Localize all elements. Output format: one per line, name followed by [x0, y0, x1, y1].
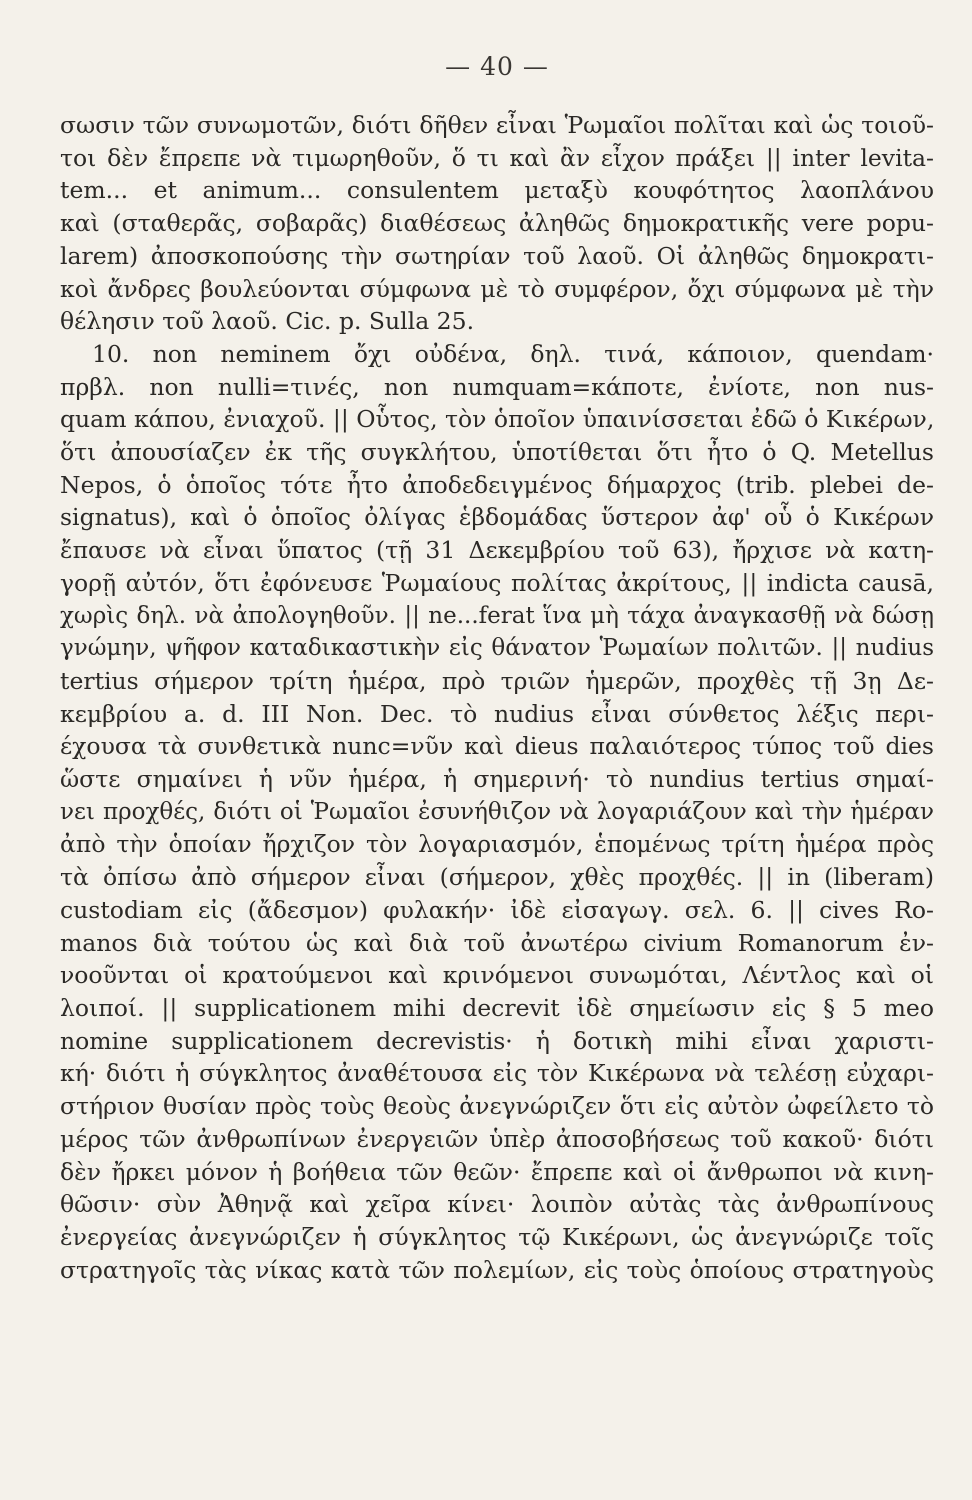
text-line: μέρος τῶν ἀνθρωπίνων ἐνεργειῶν ὑπὲρ ἀποσοβήσεως τοῦ κακοῦ· διότι	[60, 1124, 934, 1153]
text-line: στρατηγοῖς τὰς νίκας κατὰ τῶν πολεμίων, εἰς τοὺς ὁποίους στρατηγοὺς	[60, 1255, 934, 1284]
text-line: quam κάπου, ἐνιαχοῦ. || Οὗτος, τὸν ὁποῖον ὑπαινίσσεται ἐδῶ ὁ Κικέρων,	[60, 405, 934, 434]
text-line: 10. non neminem ὄχι οὐδένα, δηλ. τινά, κάποιον, quendam·	[92, 339, 934, 368]
text-line: tertius σήμερον τρίτη ἡμέρα, πρὸ τριῶν ἡμερῶν, προχθὲς τῇ 3ῃ Δε-	[60, 666, 934, 695]
text-line: manos διὰ τούτου ὡς καὶ διὰ τοῦ ἀνωτέρω civium Romanorum ἐν-	[60, 928, 934, 957]
text-line: σωσιν τῶν συνωμοτῶν, διότι δῆθεν εἶναι Ῥωμαῖοι πολῖται καὶ ὡς τοιοῦ-	[60, 111, 934, 139]
text-line: γορῇ αὐτόν, ὅτι ἐφόνευσε Ῥωμαίους πολίτας ἀκρίτους, || indicta causā,	[60, 568, 934, 597]
text-line: tem... et animum... consulentem μεταξὺ κουφότητος λαοπλάνου	[60, 176, 934, 205]
text-line: θέλησιν τοῦ λαοῦ. Cic. p. Sulla 25.	[60, 307, 475, 336]
text-line: πρβλ. non nulli=τινές, non numquam=κάποτε, ἐνίοτε, non nus-	[60, 372, 934, 401]
text-line: ἔπαυσε νὰ εἶναι ὕπατος (τῇ 31 Δεκεμβρίου τοῦ 63), ἤρχισε νὰ κατη-	[60, 536, 934, 565]
text-line: καὶ (σταθερᾶς, σοβαρᾶς) διαθέσεως ἀληθῶς δημοκρατικῆς vere popu-	[60, 209, 934, 238]
text-line: θῶσιν· σὺν Ἀθηνᾷ καὶ χεῖρα κίνει· λοιπὸν αὐτὰς τὰς ἀνθρωπίνους	[60, 1190, 934, 1219]
text-line: ὥστε σημαίνει ἡ νῦν ἡμέρα, ἡ σημερινή· τὸ nundius tertius σημαί-	[60, 765, 934, 794]
text-line: custodiam εἰς (ἄδεσμον) φυλακήν· ἰδὲ εἰσαγωγ. σελ. 6. || cives Ro-	[60, 895, 934, 924]
text-line: ἐνεργείας ἀνεγνώριζεν ἡ σύγκλητος τῷ Κικέρωνι, ὡς ἀνεγνώριζε τοῖς	[60, 1222, 934, 1251]
text-line: στήριον θυσίαν πρὸς τοὺς θεοὺς ἀνεγνώριζεν ὅτι εἰς αὐτὸν ὠφείλετο τὸ	[60, 1092, 934, 1121]
text-line: signatus), καὶ ὁ ὁποῖος ὀλίγας ἑβδομάδας ὕστερον ἀφ' οὗ ὁ Κικέρων	[60, 503, 934, 532]
text-line: έχουσα τὰ συνθετικὰ nunc=νῦν καὶ dieus παλαιότερος τύπος τοῦ dies	[60, 732, 934, 761]
commentary-text	[60, 109, 934, 1286]
text-line: νοοῦνται οἱ κρατούμενοι καὶ κρινόμενοι συνωμόται, Λέντλος καὶ οἱ	[60, 961, 934, 990]
text-line: τοι δὲν ἔπρεπε νὰ τιμωρηθοῦν, ὅ τι καὶ ἂν εἶχον πράξει || inter levita-	[60, 143, 934, 172]
text-line: νει προχθές, διότι οἱ Ῥωμαῖοι ἐσυνήθιζον νὰ λογαριάζουν καὶ τὴν ἡμέραν	[60, 798, 934, 825]
text-line: larem) ἀποσκοπούσης τὴν σωτηρίαν τοῦ λαοῦ. Οἱ ἀληθῶς δημοκρατι-	[60, 241, 934, 270]
text-line: τὰ ὀπίσω ἀπὸ σήμερον εἶναι (σήμερον, χθὲς προχθές. || in (liberam)	[60, 863, 934, 892]
text-line: ὅτι ἀπουσίαζεν ἐκ τῆς συγκλήτου, ὑποτίθεται ὅτι ἦτο ὁ Q. Metellus	[60, 438, 934, 467]
text-line: Nepos, ὁ ὁποῖος τότε ἦτο ἀποδεδειγμένος δήμαρχος (trib. plebei de-	[60, 470, 934, 499]
text-line: nomine supplicationem decrevistis· ἡ δοτικὴ mihi εἶναι χαριστι-	[60, 1026, 934, 1055]
text-line: γνώμην, ψῆφον καταδικαστικὴν εἰς θάνατον Ῥωμαίων πολιτῶν. || nudius	[60, 635, 934, 662]
text-line: χωρὶς δηλ. νὰ ἀπολογηθοῦν. || ne...ferat ἵνα μὴ τάχα ἀναγκασθῇ νὰ δώσῃ	[60, 602, 934, 629]
page-number: — 40 —	[445, 52, 549, 81]
text-line: κεμβρίου a. d. III Non. Dec. τὸ nudius εἶναι σύνθετος λέξις περι-	[60, 699, 934, 728]
text-line: δὲν ἤρκει μόνον ἡ βοήθεια τῶν θεῶν· ἔπρεπε καὶ οἱ ἄνθρωποι νὰ κινη-	[60, 1157, 934, 1186]
text-line: κοὶ ἄνδρες βουλεύονται σύμφωνα μὲ τὸ συμφέρον, ὄχι σύμφωνα μὲ τὴν	[60, 274, 934, 303]
text-line: κή· διότι ἡ σύγκλητος ἀναθέτουσα εἰς τὸν Κικέρωνα νὰ τελέσῃ εὐχαρι-	[60, 1059, 934, 1088]
text-line: λοιποί. || supplicationem mihi decrevit ἰδὲ σημείωσιν εἰς § 5 meo	[60, 993, 934, 1022]
text-line: ἀπὸ τὴν ὁποίαν ἤρχιζον τὸν λογαριασμόν, ἑπομένως τρίτη ἡμέρα πρὸς	[60, 830, 934, 859]
